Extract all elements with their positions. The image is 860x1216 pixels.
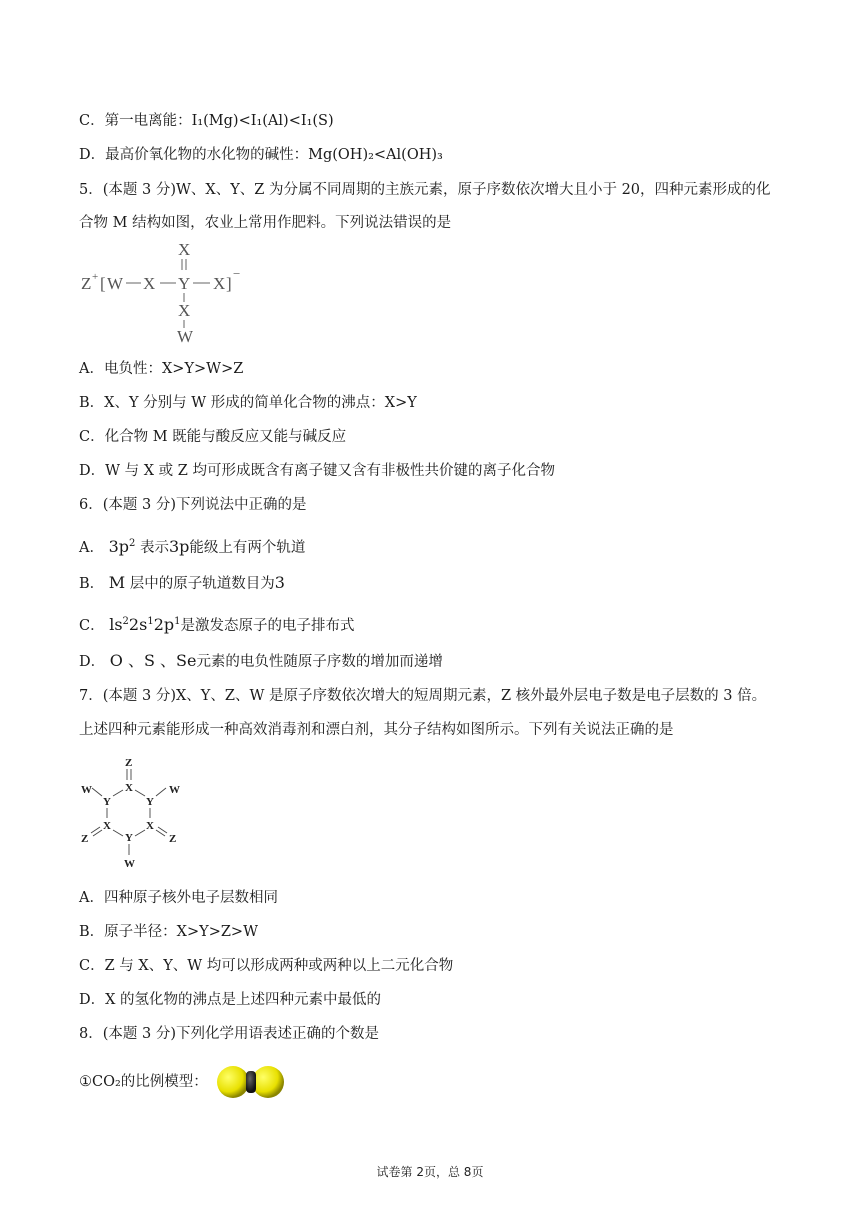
oxygen-sphere-left [217, 1066, 249, 1098]
q7-option-a: A．四种原子核外电子层数相同 [79, 890, 278, 906]
q8-item-1-label: ①CO₂的比例模型： [79, 1074, 208, 1090]
q7-stem-line1: 7．(本题 3 分)X、Y、Z、W 是原子序数依次增大的短周期元素，Z 核外最外层电子数是电子层数的 3 倍。 [79, 688, 767, 704]
ring-y-right: Y [146, 796, 154, 808]
q7-option-b: B．原子半径：X>Y>Z>W [79, 924, 258, 940]
ring-y-bottom: Y [125, 832, 133, 844]
co2-space-filling-model [216, 1063, 286, 1101]
ring-z-top: Z [125, 757, 133, 769]
q5-option-d: D．W 与 X 或 Z 均可形成既含有离子键又含有非极性共价键的离子化合物 [79, 463, 555, 479]
q5-option-b: B．X、Y 分别与 W 形成的简单化合物的沸点：X>Y [79, 395, 417, 411]
bonds [126, 259, 210, 328]
page-footer: 试卷第 2页，总 8页 [376, 1165, 484, 1179]
oxygen-sphere-right [252, 1066, 284, 1098]
q5-option-c: C．化合物 M 既能与酸反应又能与碱反应 [79, 429, 347, 445]
q7-stem-line2: 上述四种元素能形成一种高效消毒剂和漂白剂，其分子结构如图所示。下列有关说法正确的是 [79, 722, 674, 738]
ring-x-right: X [146, 820, 154, 832]
ring-z-left: Z [81, 833, 89, 845]
atom-w-left: W [107, 274, 124, 293]
q7-option-c: C．Z 与 X、Y、W 均可以形成两种或两种以上二元化合物 [79, 958, 454, 974]
q6-option-a: A． $3p^2$ 表示3p能级上有两个轨道 [79, 537, 306, 556]
q8-stem: 8．(本题 3 分)下列化学用语表述正确的个数是 [79, 1026, 379, 1042]
carbon-sphere [246, 1071, 256, 1093]
anion-charge: − [233, 266, 241, 281]
q4-option-d: D．最高价氧化物的水化物的碱性：Mg(OH)₂<Al(OH)₃ [79, 147, 443, 163]
ring-w-left: W [81, 784, 92, 796]
q5-option-a: A．电负性：X>Y>W>Z [79, 361, 244, 377]
ring-w-right: W [169, 784, 180, 796]
atom-x-left: X [143, 274, 156, 293]
cation-charge: + [92, 271, 99, 283]
bracket-open: [ [100, 274, 106, 293]
atom-x-right: X [213, 274, 226, 293]
ring-x-left: X [103, 820, 111, 832]
ring-y-left: Y [103, 796, 111, 808]
q5-stem-line2: 合物 M 结构如图，农业上常用作肥料。下列说法错误的是 [79, 215, 452, 231]
atom-x-bottom: X [178, 301, 191, 320]
q4-option-c: C．第一电离能：I₁(Mg)<I₁(Al)<I₁(S) [79, 113, 334, 129]
ring-z-right: Z [169, 833, 177, 845]
atom-y-center: Y [178, 274, 191, 293]
compound-m-structure [79, 238, 259, 348]
atom-w-bottom: W [177, 327, 194, 346]
cation-z: Z [81, 274, 92, 293]
q6-stem: 6．(本题 3 分)下列说法中正确的是 [79, 497, 307, 513]
q7-option-d: D．X 的氢化物的沸点是上述四种元素中最低的 [79, 992, 382, 1008]
ring-w-bottom: W [124, 858, 135, 870]
ring-x-top: X [125, 782, 133, 794]
bracket-close: ] [226, 274, 232, 293]
ring-molecule-structure [79, 756, 189, 872]
q5-stem-line1: 5．(本题 3 分)W、X、Y、Z 为分属不同周期的主族元素，原子序数依次增大且小于 20，四种元素形成的化 [79, 182, 771, 198]
atom-x-top: X [178, 240, 191, 259]
q6-option-d: D． O 、S 、Se元素的电负性随原子序数的增加而递增 [79, 651, 443, 670]
q6-option-b: B． M 层中的原子轨道数目为3 [79, 573, 285, 592]
q6-option-c: C． $ls^22s^12p^1$是激发态原子的电子排布式 [79, 615, 355, 634]
